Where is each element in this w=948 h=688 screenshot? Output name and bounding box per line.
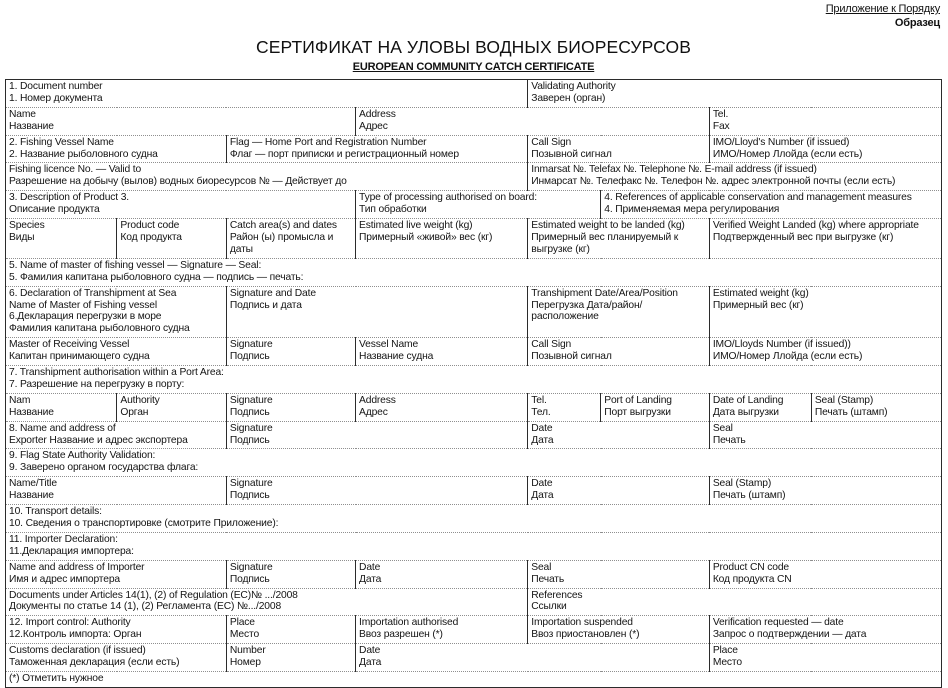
table-row xyxy=(6,588,942,616)
form-cell xyxy=(356,338,528,366)
cell-line: Seal (Stamp) xyxy=(712,478,772,490)
cell-line: Product CN code xyxy=(712,561,789,573)
cell-line: 10. Сведения о транспортировке (смотрите Приложение): xyxy=(9,518,279,529)
cell-line: (*) Отметить нужное xyxy=(9,672,104,684)
cell-line: Ссылки xyxy=(531,601,567,613)
cell-line: Inmarsat №. Telefax №. Telephone №. E-mail address (if issued) xyxy=(531,164,817,176)
cell-line: Product code xyxy=(120,220,180,232)
cell-line: 7. Разрешение на перегрузку в порту: xyxy=(9,378,185,390)
cell-line: Примерный вес (кг) xyxy=(712,299,804,311)
form-cell xyxy=(709,338,941,366)
cell-line: Catch area(s) and dates xyxy=(229,220,337,232)
cell-line: Инмарсат №. Телефакс №. Телефон №. адрес электронной почты (если есть) xyxy=(531,176,896,188)
cell-line: Place xyxy=(229,617,255,629)
cell-line: Подпись и дата xyxy=(229,299,302,311)
form-cell xyxy=(6,560,227,588)
table-row xyxy=(6,393,942,421)
cell-line: Печать xyxy=(712,434,746,446)
cell-line: Estimated live weight (kg) xyxy=(359,220,473,232)
cell-line: Документы по статье 14 (1), (2) Регламента (ЕС) №.../2008 xyxy=(9,601,282,613)
cell-line: Название судна xyxy=(359,351,434,363)
cell-line: Позывной сигнал xyxy=(531,148,612,160)
cell-line: IMO/Lloyd's Number (if issued) xyxy=(712,136,850,148)
cell-line: Seal xyxy=(712,422,733,434)
cell-line: Estimated weight to be landed (kg) xyxy=(531,220,685,232)
cell-line: Verification requested — date xyxy=(712,617,844,629)
form-cell xyxy=(6,135,227,163)
form-cell xyxy=(528,588,942,616)
cell-line: Подпись xyxy=(229,434,270,446)
cell-line: Место xyxy=(712,657,742,669)
form-cell xyxy=(528,477,710,505)
cell-line: Дата xyxy=(359,573,382,585)
cell-line: Разрешение на добычу (вылов) водных биоресурсов № — Действует до xyxy=(9,176,347,188)
form-cell xyxy=(226,286,527,338)
form-cell xyxy=(356,393,528,421)
cell-line: Tel. xyxy=(712,108,729,120)
cell-line: Описание продукта xyxy=(9,204,100,216)
cell-line: Nam xyxy=(9,394,31,406)
form-cell xyxy=(709,393,811,421)
form-cell xyxy=(356,107,710,135)
cell-line: Name of Master of Fishing vessel xyxy=(9,299,157,311)
form-cell xyxy=(117,219,227,259)
form-cell xyxy=(528,421,710,449)
cell-line: Name and address of Importer xyxy=(9,561,145,573)
table-row xyxy=(6,219,942,259)
form-cell xyxy=(6,393,117,421)
cell-line: Customs declaration (if issued) xyxy=(9,645,146,657)
form-cell xyxy=(6,588,528,616)
form-cell xyxy=(356,219,528,259)
cell-line: 11. Importer Declaration: xyxy=(9,533,118,545)
form-cell xyxy=(6,286,227,338)
cell-line: Место xyxy=(229,629,260,641)
cell-line: Call Sign xyxy=(531,136,572,148)
cell-line: Importation suspended xyxy=(531,617,633,629)
form-cell xyxy=(528,80,942,108)
cell-line: Date of Landing xyxy=(712,394,784,406)
cell-line: Подпись xyxy=(229,490,270,502)
cell-line: Перегрузка Дата/район/расположение xyxy=(531,299,643,323)
form-cell xyxy=(6,107,356,135)
cell-line: Seal (Stamp) xyxy=(814,394,874,406)
cell-line: Дата xyxy=(531,434,554,446)
form-cell xyxy=(226,616,355,644)
cell-line: Estimated weight (kg) xyxy=(712,287,809,299)
cell-line: Подтвержденный вес при выгрузке (кг) xyxy=(712,231,894,243)
form-cell xyxy=(709,219,941,259)
cell-line: 6.Декларация перегрузки в море xyxy=(9,311,162,323)
form-cell xyxy=(6,338,227,366)
table-row xyxy=(6,671,942,687)
cell-line: Verified Weight Landed (kg) where appropriate xyxy=(712,220,919,232)
table-row xyxy=(6,191,942,219)
page-title-en: EUROPEAN COMMUNITY CATCH CERTIFICATE xyxy=(352,61,595,73)
cell-line: ИМО/Номер Ллойда (если есть) xyxy=(712,148,863,160)
form-cell xyxy=(6,505,942,533)
cell-line: 9. Заверено органом государства флага: xyxy=(9,462,199,474)
cell-line: 9. Flag State Authority Validation: xyxy=(9,450,156,462)
form-cell xyxy=(528,163,942,191)
form-cell xyxy=(6,421,227,449)
cell-line: Address xyxy=(359,394,396,406)
form-cell xyxy=(709,560,941,588)
cell-line: Дата xyxy=(359,657,382,669)
table-row xyxy=(6,107,942,135)
cell-line: Дата xyxy=(531,490,554,502)
cell-line: Тел. xyxy=(531,406,551,418)
table-row xyxy=(6,135,942,163)
cell-line: Validating Authority xyxy=(531,81,616,92)
cell-line: Call Sign xyxy=(531,339,572,351)
table-row xyxy=(6,449,942,477)
cell-line: Fishing licence No. — Valid to xyxy=(9,164,142,176)
cell-line: IMO/Lloyds Number (if issued)) xyxy=(712,339,851,351)
cell-line: Authority xyxy=(120,394,160,406)
form-cell xyxy=(601,393,710,421)
header-right-block xyxy=(5,3,942,30)
cell-line: Signature xyxy=(229,394,273,406)
form-cell xyxy=(6,80,528,108)
table-row xyxy=(6,505,942,533)
cell-line: Подпись xyxy=(229,573,270,585)
form-cell xyxy=(226,135,527,163)
cell-line: Запрос о подтверждении — дата xyxy=(712,629,867,641)
cell-line: Name xyxy=(9,108,36,120)
table-row xyxy=(6,560,942,588)
form-cell xyxy=(6,644,227,672)
certificate-table xyxy=(5,79,942,688)
cell-line: Печать xyxy=(531,573,565,585)
cell-line: Печать (штамп) xyxy=(712,490,786,502)
sample-label: Образец xyxy=(894,16,940,29)
table-row xyxy=(6,421,942,449)
cell-line: Documents under Articles 14(1), (2) of Regulation (EC)№ .../2008 xyxy=(9,589,298,601)
cell-line: 4. References of applicable conservation and management measures xyxy=(604,192,912,204)
cell-line: Код продукта CN xyxy=(712,573,792,585)
form-cell xyxy=(6,258,942,286)
cell-line: Exporter Название и адрес экспортера xyxy=(9,434,188,446)
cell-line: Ввоз приостановлен (*) xyxy=(531,629,640,641)
cell-line: Ввоз разрешен (*) xyxy=(359,629,443,641)
cell-line: Seal xyxy=(531,561,552,573)
form-cell xyxy=(6,477,227,505)
cell-line: Number xyxy=(229,645,266,657)
cell-line: 6. Declaration of Transhipment at Sea xyxy=(9,287,177,299)
form-cell xyxy=(6,616,227,644)
form-cell xyxy=(528,135,710,163)
form-cell xyxy=(709,107,941,135)
form-cell xyxy=(528,393,601,421)
cell-line: Fax xyxy=(712,120,730,132)
form-cell xyxy=(709,477,941,505)
cell-line: Название xyxy=(9,490,54,502)
table-row xyxy=(6,338,942,366)
cell-line: 1. Document number xyxy=(9,81,103,92)
cell-line: Название xyxy=(9,406,54,418)
cell-line: Печать (штамп) xyxy=(814,406,888,418)
cell-line: Номер xyxy=(229,657,261,669)
table-row xyxy=(6,366,942,394)
cell-line: Tel. xyxy=(531,394,547,406)
cell-line: Date xyxy=(359,561,381,573)
form-cell xyxy=(709,644,941,672)
cell-line: Type of processing authorised on board: xyxy=(359,192,537,204)
cell-line: Адрес xyxy=(359,120,388,132)
form-cell xyxy=(226,338,355,366)
cell-line: 7. Transhipment authorisation within a Port Area: xyxy=(9,367,224,379)
form-cell xyxy=(6,163,528,191)
form-cell xyxy=(6,191,356,219)
cell-line: Signature xyxy=(229,561,273,573)
cell-line: Примерный «живой» вес (кг) xyxy=(359,231,493,243)
cell-line: 11.Декларация импортера: xyxy=(9,545,134,557)
table-row xyxy=(6,477,942,505)
cell-line: References xyxy=(531,589,583,601)
form-cell xyxy=(601,191,942,219)
cell-line: 12. Import control: Authority xyxy=(9,617,131,629)
form-cell xyxy=(356,560,528,588)
table-row xyxy=(6,163,942,191)
cell-line: 5. Фамилия капитана рыболовного судна — подпись — печать: xyxy=(9,271,304,283)
form-cell xyxy=(226,477,527,505)
cell-line: Порт выгрузки xyxy=(604,406,671,418)
page-title-ru: СЕРТИФИКАТ НА УЛОВЫ ВОДНЫХ БИОРЕСУРСОВ xyxy=(255,37,692,57)
form-cell xyxy=(226,219,355,259)
table-row xyxy=(6,532,942,560)
cell-line: Орган xyxy=(120,406,149,418)
form-cell xyxy=(811,393,941,421)
cell-line: 8. Name and address of xyxy=(9,422,116,434)
cell-line: Таможенная декларация (если есть) xyxy=(9,657,180,669)
cell-line: Signature and Date xyxy=(229,287,316,299)
annex-note: Приложение к Порядку xyxy=(825,3,940,15)
cell-line: Master of Receiving Vessel xyxy=(9,339,130,351)
cell-line: Название xyxy=(9,120,54,132)
cell-line: Капитан принимающего судна xyxy=(9,351,150,363)
cell-line: Виды xyxy=(9,231,35,243)
form-cell xyxy=(709,135,941,163)
cell-line: Фамилия капитана рыболовного судна xyxy=(9,323,190,335)
form-cell xyxy=(356,644,710,672)
form-cell xyxy=(6,219,117,259)
certificate-table-body xyxy=(6,80,942,688)
cell-line: Place xyxy=(712,645,738,657)
cell-line: Тип обработки xyxy=(359,204,427,216)
table-row xyxy=(6,616,942,644)
cell-line: Код продукта xyxy=(120,231,182,243)
form-cell xyxy=(356,191,601,219)
form-cell xyxy=(356,616,528,644)
cell-line: Port of Landing xyxy=(604,394,672,406)
form-cell xyxy=(6,449,942,477)
cell-line: Заверен (орган) xyxy=(531,92,606,104)
cell-line: Species xyxy=(9,220,45,232)
form-cell xyxy=(528,219,710,259)
cell-line: Transhipment Date/Area/Position xyxy=(531,287,678,299)
cell-line: 4. Применяемая мера регулирования xyxy=(604,204,780,216)
form-cell xyxy=(6,366,942,394)
cell-line: Дата выгрузки xyxy=(712,406,779,418)
cell-line: Name/Title xyxy=(9,478,57,490)
cell-line: 5. Name of master of fishing vessel — Signature — Seal: xyxy=(9,259,262,271)
table-row xyxy=(6,286,942,338)
cell-line: Importation authorised xyxy=(359,617,459,629)
cell-line: Позывной сигнал xyxy=(531,351,612,363)
cell-line: Район (ы) промысла и даты xyxy=(229,231,334,255)
form-cell xyxy=(709,421,941,449)
cell-line: Address xyxy=(359,108,396,120)
cell-line: 12.Контроль импорта: Орган xyxy=(9,629,142,641)
cell-line: Date xyxy=(359,645,381,657)
form-cell xyxy=(528,286,710,338)
cell-line: 2. Fishing Vessel Name xyxy=(9,136,114,148)
form-cell xyxy=(226,560,355,588)
form-cell xyxy=(528,616,710,644)
form-cell xyxy=(528,560,710,588)
cell-line: Подпись xyxy=(229,406,270,418)
cell-line: Date xyxy=(531,478,553,490)
form-cell xyxy=(709,286,941,338)
cell-line: 10. Transport details: xyxy=(9,506,102,518)
table-row xyxy=(6,644,942,672)
form-cell xyxy=(117,393,227,421)
cell-line: 1. Номер документа xyxy=(9,92,103,104)
cell-line: Signature xyxy=(229,422,273,434)
form-cell xyxy=(226,421,527,449)
cell-line: Date xyxy=(531,422,553,434)
cell-line: Адрес xyxy=(359,406,388,418)
cell-line: Флаг — порт приписки и регистрационный номер xyxy=(229,148,459,160)
cell-line: Flag — Home Port and Registration Number xyxy=(229,136,427,148)
form-cell xyxy=(6,671,942,687)
table-row xyxy=(6,258,942,286)
form-cell xyxy=(226,644,355,672)
cell-line: Подпись xyxy=(229,351,270,363)
form-cell xyxy=(709,616,941,644)
form-cell xyxy=(226,393,355,421)
cell-line: ИМО/Номер Ллойда (если есть) xyxy=(712,351,863,363)
cell-line: Signature xyxy=(229,339,273,351)
cell-line: Vessel Name xyxy=(359,339,419,351)
cell-line: Примерный вес планируемый к выгрузке (кг) xyxy=(531,231,679,255)
table-row xyxy=(6,80,942,108)
form-cell xyxy=(528,338,710,366)
cell-line: 2. Название рыболовного судна xyxy=(9,148,158,160)
form-cell xyxy=(6,532,942,560)
cell-line: Имя и адрес импортера xyxy=(9,573,120,585)
cell-line: 3. Description of Product 3. xyxy=(9,192,129,204)
cell-line: Signature xyxy=(229,478,273,490)
